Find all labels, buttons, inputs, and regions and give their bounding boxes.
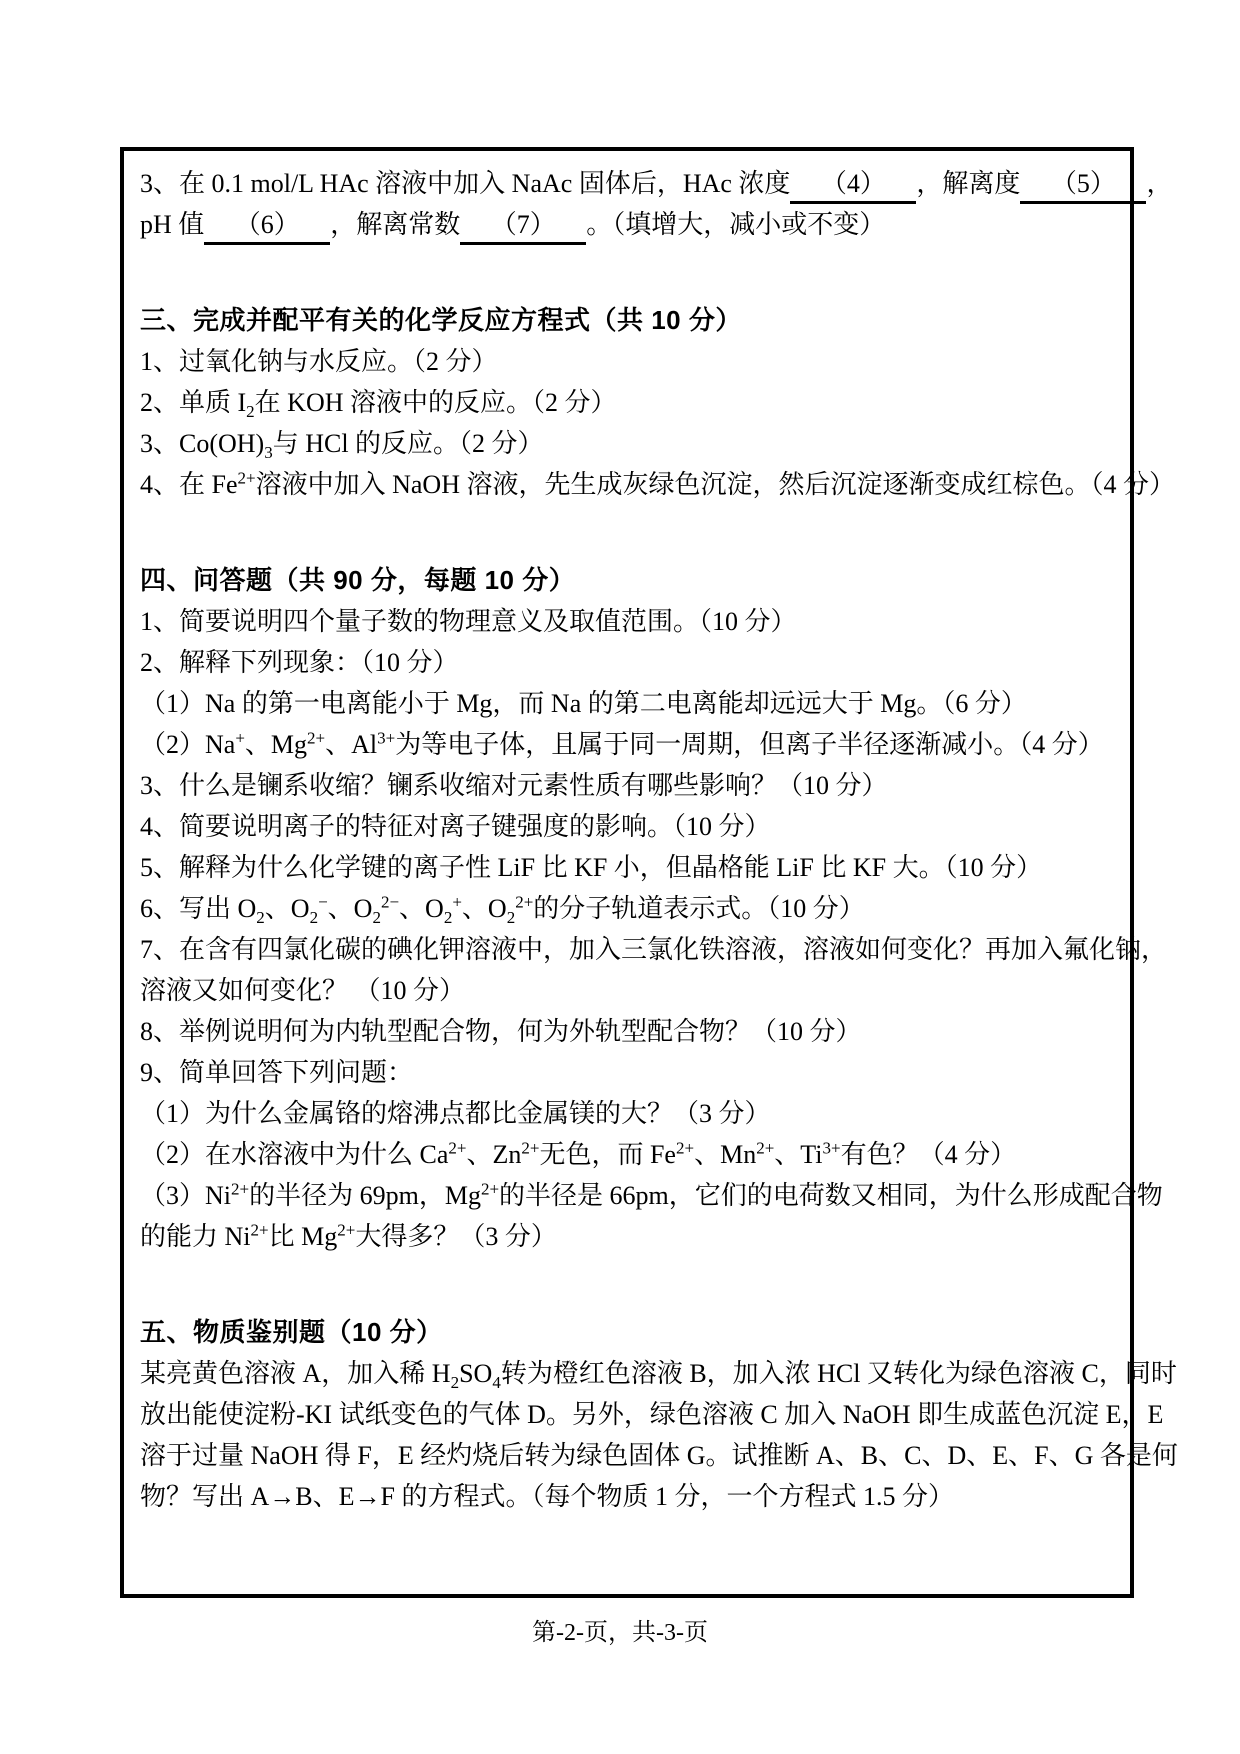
superscript: 2+ (515, 892, 534, 912)
vertical-spacer (140, 505, 1114, 560)
superscript: + (235, 728, 245, 748)
blank-field: （6） (204, 208, 330, 245)
vertical-spacer (140, 245, 1114, 300)
subscript: 3 (264, 443, 273, 463)
text-run: ，解离常数 (330, 210, 461, 239)
section-heading (140, 1312, 1114, 1353)
section-heading (140, 560, 1114, 601)
text-run: 、O (461, 894, 507, 923)
text-run: （1）Na 的第一电离能小于 Mg，而 Na 的第二电离能却远远大于 Mg。（6 分） (140, 689, 1027, 718)
text-line (140, 1134, 1114, 1175)
text-line (140, 1011, 1114, 1052)
text-run: 8、举例说明何为内轨型配合物，何为外轨型配合物？（10 分） (140, 1017, 862, 1046)
superscript: 3+ (822, 1138, 841, 1158)
page-footer: 第-2-页，共-3-页 (532, 1620, 708, 1646)
text-run: （2）在水溶液中为什么 Ca (140, 1140, 449, 1169)
text-run: 。（填增大，减小或不变） (586, 210, 886, 239)
superscript: − (318, 892, 328, 912)
text-run: 的能力 Ni (140, 1222, 251, 1251)
subscript: 2 (450, 1373, 460, 1393)
text-run: pH 值 (140, 210, 205, 239)
text-run: 2、单质 I (140, 388, 247, 417)
superscript: 3+ (377, 728, 396, 748)
exam-content-box (120, 147, 1178, 1598)
superscript: 2+ (480, 1179, 500, 1199)
text-line (140, 970, 1114, 1011)
subscript: 2 (246, 402, 255, 422)
subscript: 2 (506, 908, 516, 928)
superscript: 2+ (675, 1138, 695, 1158)
text-run: 3、什么是镧系收缩？镧系收缩对元素性质有哪些影响？（10 分） (140, 771, 888, 800)
superscript: + (452, 892, 462, 912)
text-run: 溶于过量 NaOH 得 F，E 经灼烧后转为绿色固体 G。试推断 A、B、C、D、E、F、G 各是何 (140, 1441, 1178, 1470)
superscript: 2+ (448, 1138, 467, 1158)
text-run: （2）Na (140, 730, 236, 759)
text-run: 的半径是 66pm，它们的电荷数又相同，为什么形成配合物 (499, 1181, 1163, 1210)
text-line (140, 382, 1114, 423)
text-line (140, 163, 1173, 204)
text-line (140, 1394, 1164, 1435)
superscript: 2+ (521, 1138, 540, 1158)
text-run: 比 Mg (268, 1222, 338, 1251)
text-run: 放出能使淀粉-KI 试纸变色的气体 D。另外，绿色溶液 C 加入 NaOH 即生成蓝色沉淀 E，E (140, 1400, 1164, 1429)
text-run: 物？写出 A→B、E→F 的方程式。（每个物质 1 分，一个方程式 1.5 分） (140, 1482, 954, 1511)
text-run: 有色？（4 分） (840, 1140, 1017, 1169)
blank-field: （4） (790, 167, 916, 204)
text-run: 五、物质鉴别题（10 分） (140, 1317, 443, 1347)
text-run: 3、在 0.1 mol/L HAc 溶液中加入 NaAc 固体后，HAc 浓度 (140, 169, 791, 198)
text-run: 的半径为 69pm，Mg (249, 1181, 481, 1210)
subscript: 2 (372, 908, 381, 928)
text-run: 5、解释为什么化学键的离子性 LiF 比 KF 小，但晶格能 LiF 比 KF 大。（10 分） (140, 853, 1043, 882)
text-run: 与 HCl 的反应。（2 分） (272, 429, 544, 458)
text-run: 、O (264, 894, 310, 923)
text-run: 、O (327, 894, 373, 923)
text-run: 9、简单回答下列问题： (140, 1058, 414, 1087)
text-line (140, 341, 1114, 382)
text-line (140, 724, 1114, 765)
text-run: 7、在含有四氯化碳的碘化钾溶液中，加入三氯化铁溶液，溶液如何变化？再加入氟化钠， (140, 935, 1168, 964)
text-run: 、Ti (774, 1140, 823, 1169)
text-run: 、Mn (694, 1140, 757, 1169)
text-run: 无色，而 Fe (539, 1140, 676, 1169)
text-run: 、Mg (244, 730, 308, 759)
subscript: 2 (443, 908, 453, 928)
text-line (140, 204, 1114, 245)
text-run: 4、在 Fe (140, 470, 238, 499)
superscript: 2+ (307, 728, 326, 748)
text-run: 在 KOH 溶液中的反应。（2 分） (254, 388, 617, 417)
text-run: ，解离度 (916, 169, 1021, 198)
superscript: 2+ (250, 1220, 269, 1240)
text-line (140, 1476, 1114, 1517)
text-line (140, 1052, 1114, 1093)
vertical-spacer (140, 1257, 1114, 1312)
text-run: ， (1146, 169, 1173, 198)
text-line (140, 1435, 1178, 1476)
text-line (140, 683, 1114, 724)
superscript: 2+ (237, 468, 256, 488)
text-run: 转为橙红色溶液 B，加入浓 HCl 又转化为绿色溶液 C，同时 (500, 1359, 1177, 1388)
text-line (140, 601, 1114, 642)
superscript: 2− (380, 892, 400, 912)
text-line (140, 1216, 1114, 1257)
text-line (140, 765, 1114, 806)
text-run: 的分子轨道表示式。（10 分） (533, 894, 865, 923)
text-run: 1、过氧化钠与水反应。（2 分） (140, 347, 498, 376)
blank-field: （7） (460, 208, 586, 245)
text-run: SO (459, 1359, 493, 1388)
text-line (140, 806, 1114, 847)
text-run: 3、Co(OH) (140, 429, 265, 458)
text-line (140, 642, 1114, 683)
superscript: 2+ (337, 1220, 356, 1240)
text-run: 四、问答题（共 90 分，每题 10 分） (140, 565, 576, 595)
text-line (140, 464, 1175, 505)
blank-field: （5） (1020, 167, 1146, 204)
text-run: 溶液中加入 NaOH 溶液，先生成灰绿色沉淀，然后沉淀逐渐变成红棕色。（4 分） (255, 470, 1175, 499)
text-run: 、Zn (466, 1140, 522, 1169)
superscript: 2+ (231, 1179, 250, 1199)
text-run: 某亮黄色溶液 A，加入稀 H (140, 1359, 451, 1388)
text-run: （3）Ni (140, 1181, 232, 1210)
subscript: 2 (309, 908, 319, 928)
text-run: 为等电子体，且属于同一周期，但离子半径逐渐减小。（4 分） (395, 730, 1104, 759)
text-line (140, 888, 1114, 929)
text-line (140, 1175, 1163, 1216)
text-line (140, 1353, 1177, 1394)
text-run: 、Al (325, 730, 378, 759)
text-line (140, 929, 1168, 970)
text-line (140, 1093, 1114, 1134)
text-run: 2、解释下列现象：（10 分） (140, 648, 459, 677)
text-run: 、O (399, 894, 444, 923)
superscript: 2+ (756, 1138, 775, 1158)
text-run: 1、简要说明四个量子数的物理意义及取值范围。（10 分） (140, 607, 797, 636)
text-run: 4、简要说明离子的特征对离子键强度的影响。（10 分） (140, 812, 771, 841)
text-line (140, 423, 1114, 464)
section-heading (140, 300, 1114, 341)
text-run: 三、完成并配平有关的化学反应方程式（共 10 分） (140, 305, 742, 335)
subscript: 4 (492, 1373, 501, 1393)
subscript: 2 (256, 908, 265, 928)
text-run: 6、写出 O (140, 894, 257, 923)
exam-content (140, 163, 1178, 1517)
text-line (140, 847, 1114, 888)
text-run: 大得多？（3 分） (355, 1222, 557, 1251)
text-run: （1）为什么金属铬的熔沸点都比金属镁的大？（3 分） (140, 1099, 771, 1128)
text-run: 溶液又如何变化？ （10 分） (140, 976, 466, 1005)
